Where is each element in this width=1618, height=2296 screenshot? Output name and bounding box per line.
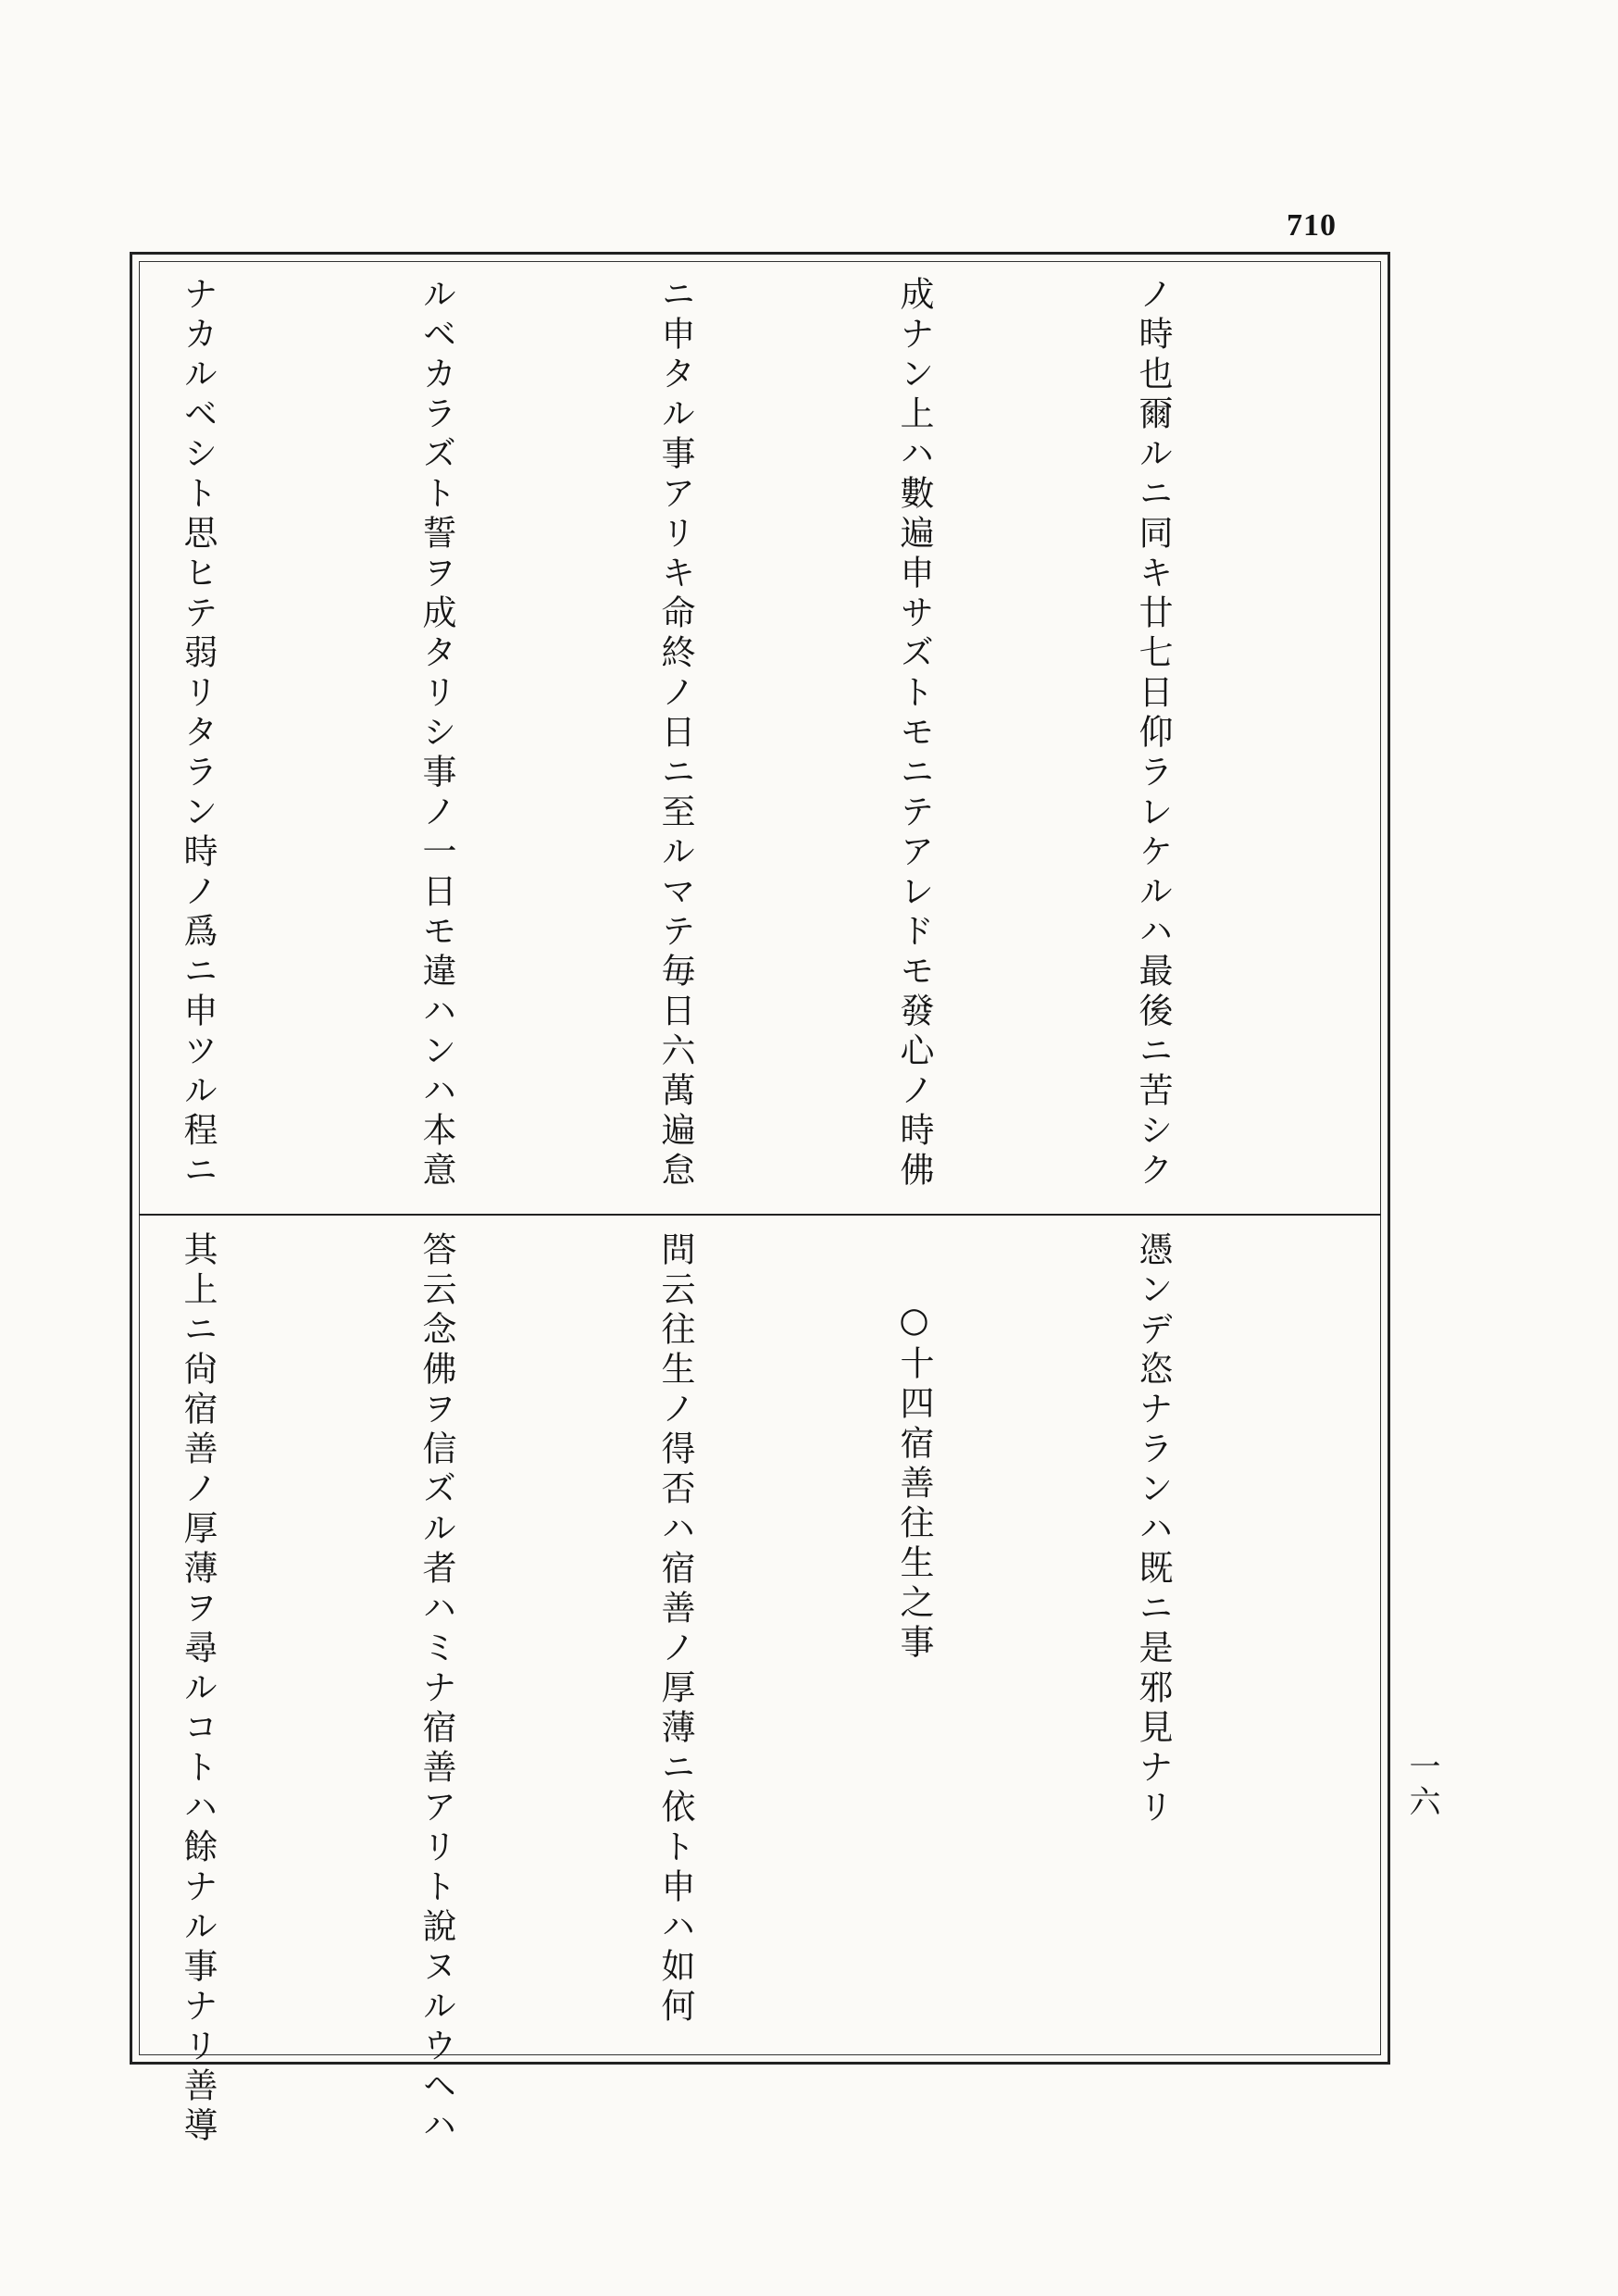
- margin-numeral: 一六: [1403, 1750, 1440, 1820]
- page-number: 710: [1287, 208, 1337, 243]
- upper-text-block: [157, 276, 1351, 1192]
- text-column: 答云念佛ヲ信ズル者ハミナ宿善アリト說ヌルウヘハ: [417, 1231, 456, 2147]
- text-column: 成ナン上ハ數遍申サズトモニテアレドモ發心ノ時佛: [894, 276, 934, 1192]
- text-column: ニ申タル事アリキ命終ノ日ニ至ルマテ毎日六萬遍怠: [655, 276, 695, 1192]
- section-heading: ○十四宿善往生之事: [894, 1300, 934, 1664]
- lower-text-block: [157, 1231, 1351, 2147]
- text-column: 其上ニ尙宿善ノ厚薄ヲ尋ルコトハ餘ナル事ナリ善導: [178, 1231, 218, 2147]
- text-column: ノ時也爾ルニ同キ廿七日仰ラレケルハ最後ニ苦シク: [1133, 276, 1173, 1192]
- section-divider: [139, 1214, 1381, 1216]
- text-column: ナカルベシト思ヒテ弱リタラン時ノ爲ニ申ツル程ニ: [178, 276, 218, 1192]
- text-column: 問云往生ノ得否ハ宿善ノ厚薄ニ依ト申ハ如何: [655, 1231, 695, 2028]
- text-column: ルベカラズト誓ヲ成タリシ事ノ一日モ違ハンハ本意: [417, 276, 456, 1192]
- text-column: 憑ンデ恣ナランハ既ニ是邪見ナリ: [1133, 1231, 1173, 1828]
